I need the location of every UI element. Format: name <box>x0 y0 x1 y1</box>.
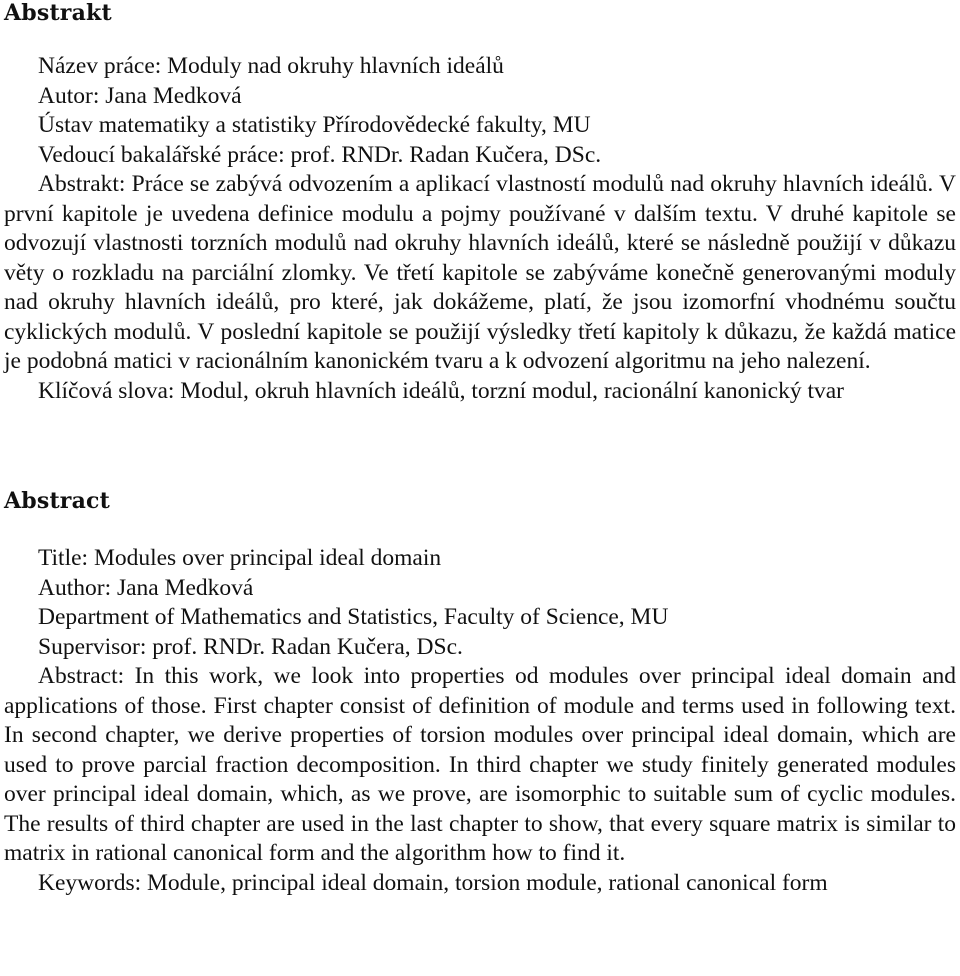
english-keywords-line: Keywords: Module, principal ideal domain, torsion module, rational canonical form <box>38 869 828 896</box>
czech-abstract-paragraph: Abstrakt: Práce se zabývá odvozením a aplikací vlastností modulů nad okruhy hlavních ideálů. V první kapitole je uvedena definice modulu a pojmy používané v dalším textu. V druhé kapitole se odvozují vlastnosti torzních modulů nad okruhy hlavních ideálů, které se následně použijí v důkazu věty o rozkladu na parciální zlomky. Ve třetí kapitole se zabýváme konečně generovanými moduly nad okruhy hlavních ideálů, pro které, jak dokážeme, platí, že jsou izomorfní vhodnému součtu cyklických modulů. V poslední kapitole se použijí výsledky třetí kapitoly k důkazu, že každá matice je podobná matici v racionálním kanonickém tvaru a k odvození algoritmu na jeho nalezení. <box>4 171 956 374</box>
english-abstract-paragraph: Abstract: In this work, we look into properties od modules over principal ideal domain and applications of those. First chapter consist of definition of module and terms used in following text. In second chapter, we derive properties of torsion modules over principal ideal domain, which are used to prove parcial fraction decomposition. In third chapter we study finitely generated modules over principal ideal domain, which, as we prove, are isomorphic to suitable sum of cyclic modules. The results of third chapter are used in the last chapter to show, that every square matrix is similar to matrix in rational canonical form and the algorithm how to find it. <box>4 663 956 866</box>
english-supervisor-line: Supervisor: prof. RNDr. Radan Kučera, DSc. <box>38 633 463 660</box>
english-abstract-section <box>4 488 956 898</box>
czech-keywords-line: Klíčová slova: Modul, okruh hlavních ideálů, torzní modul, racionální kanonický tvar <box>38 377 844 404</box>
czech-author-line: Autor: Jana Medková <box>38 82 242 109</box>
czech-title-line: Název práce: Moduly nad okruhy hlavních ideálů <box>38 53 504 79</box>
czech-department-line: Ústav matematiky a statistiky Přírodovědecké fakulty, MU <box>38 112 591 138</box>
czech-metadata <box>4 52 956 170</box>
document-page <box>4 0 956 898</box>
english-title-line: Title: Modules over principal ideal domain <box>38 545 442 571</box>
czech-heading: Abstrakt <box>4 0 112 26</box>
english-author-line: Author: Jana Medková <box>38 574 254 601</box>
czech-abstract-section <box>4 0 956 406</box>
english-metadata <box>4 544 956 662</box>
czech-supervisor-line: Vedoucí bakalářské práce: prof. RNDr. Radan Kučera, DSc. <box>38 141 602 168</box>
english-heading: Abstract <box>4 488 111 514</box>
english-department-line: Department of Mathematics and Statistics, Faculty of Science, MU <box>38 604 669 630</box>
